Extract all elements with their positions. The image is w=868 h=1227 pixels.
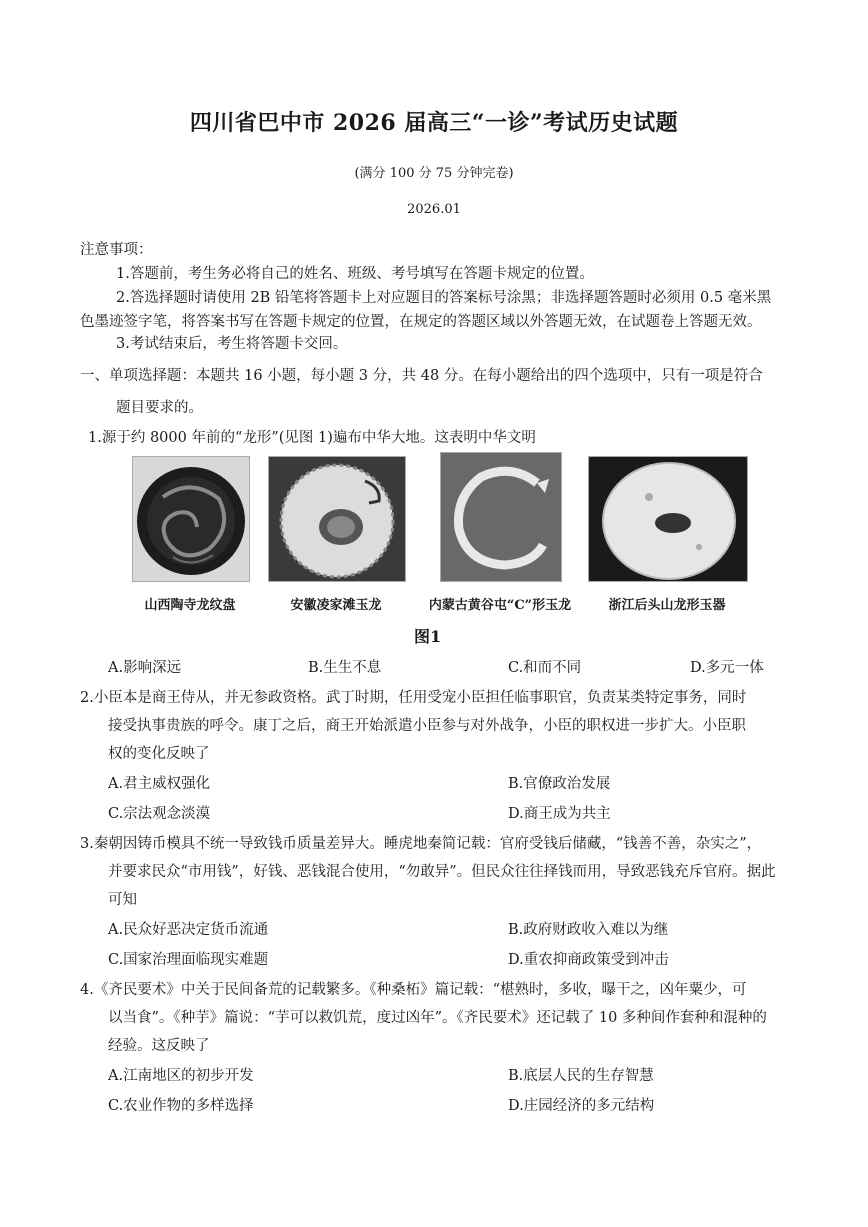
figure-caption-1: 山西陶寺龙纹盘	[144, 598, 236, 613]
q2-option-c[interactable]: C.宗法观念淡漠	[108, 806, 211, 822]
q4-option-a[interactable]: A.江南地区的初步开发	[108, 1068, 254, 1084]
huanggutun-c-dragon-image	[440, 452, 562, 582]
question-4-stem-line-2: 以当食”。《种芋》篇说：“芋可以救饥荒，度过凶年”。《齐民要术》还记载了 10 多种间作套种和混种的	[108, 1010, 767, 1026]
question-3-stem-line-1: 3.秦朝因铸币模具不统一导致钱币质量差异大。睡虎地秦简记载：官府受钱后储藏，“钱善不善，杂实之”，	[80, 836, 762, 852]
q2-option-a[interactable]: A.君主威权强化	[108, 776, 211, 792]
question-4-stem-line-1: 4.《齐民要术》中关于民间备荒的记载繁多。《种桑柘》篇记载：“椹熟时，多收，曝干之，凶年粟少，可	[80, 982, 747, 998]
taosi-dragon-plate-image	[132, 456, 250, 582]
figure-label: 图1	[414, 627, 442, 646]
question-2-stem-line-3: 权的变化反映了	[108, 746, 210, 762]
houtoushan-dragon-jade-image	[588, 456, 748, 582]
note-item-1: 1.答题前，考生务必将自己的姓名、班级、考号填写在答题卡规定的位置。	[116, 266, 594, 282]
exam-date: 2026.01	[407, 202, 461, 217]
exam-subtitle: (满分 100 分 75 分钟完卷)	[354, 166, 514, 181]
section-heading-line-1: 一、单项选择题：本题共 16 小题，每小题 3 分，共 48 分。在每小题给出的四个选项中，只有一项是符合	[80, 368, 763, 384]
figure-caption-4: 浙江后头山龙形玉器	[608, 598, 726, 613]
note-item-2-line-2: 色墨迹签字笔，将答案书写在答题卡规定的位置，在规定的答题区域以外答题无效，在试题卷上答题无效。	[80, 314, 762, 330]
q2-option-d[interactable]: D.商王成为共主	[508, 806, 611, 822]
exam-title: 四川省巴中市 2026 届高三“一诊”考试历史试题	[189, 110, 679, 136]
q1-option-a[interactable]: A.影响深远	[108, 660, 182, 676]
note-item-3: 3.考试结束后，考生将答题卡交回。	[116, 336, 348, 352]
q1-option-c[interactable]: C.和而不同	[508, 660, 582, 676]
notes-heading: 注意事项：	[80, 242, 153, 258]
question-2-stem-line-1: 2.小臣本是商王侍从，并无参政资格。武丁时期，任用受宠小臣担任临事职官，负责某类特定事务，同时	[80, 690, 747, 706]
lingjiatan-jade-dragon-image	[268, 456, 406, 582]
question-4-stem-line-3: 经验。这反映了	[108, 1038, 210, 1054]
question-3-stem-line-2: 并要求民众“市用钱”，好钱、恶钱混合使用，“勿敢异”。但民众往往择钱而用，导致恶钱充斥官府。据此	[108, 864, 776, 880]
q3-option-c[interactable]: C.国家治理面临现实难题	[108, 952, 269, 968]
q1-option-b[interactable]: B.生生不息	[308, 660, 382, 676]
q4-option-d[interactable]: D.庄园经济的多元结构	[508, 1098, 655, 1114]
q2-option-b[interactable]: B.官僚政治发展	[508, 776, 611, 792]
q3-option-b[interactable]: B.政府财政收入难以为继	[508, 922, 669, 938]
figure-caption-2: 安徽凌家滩玉龙	[290, 598, 382, 613]
q3-option-a[interactable]: A.民众好恶决定货币流通	[108, 922, 269, 938]
figure-caption-3: 内蒙古黄谷屯“C”形玉龙	[428, 598, 572, 613]
section-heading-line-2: 题目要求的。	[116, 400, 203, 416]
q1-option-d[interactable]: D.多元一体	[690, 660, 764, 676]
note-item-2-line-1: 2.答选择题时请使用 2B 铅笔将答题卡上对应题目的答案标号涂黑；非选择题答题时必须用 0.5 毫米黑	[116, 290, 772, 306]
q4-option-c[interactable]: C.农业作物的多样选择	[108, 1098, 254, 1114]
question-2-stem-line-2: 接受执事贵族的呼令。康丁之后，商王开始派遣小臣参与对外战争，小臣的职权进一步扩大。小臣职	[108, 718, 746, 734]
question-3-stem-line-3: 可知	[108, 892, 137, 908]
q4-option-b[interactable]: B.底层人民的生存智慧	[508, 1068, 654, 1084]
question-1-stem: 1.源于约 8000 年前的“龙形”(见图 1)遍布中华大地。这表明中华文明	[88, 430, 536, 446]
q3-option-d[interactable]: D.重农抑商政策受到冲击	[508, 952, 669, 968]
